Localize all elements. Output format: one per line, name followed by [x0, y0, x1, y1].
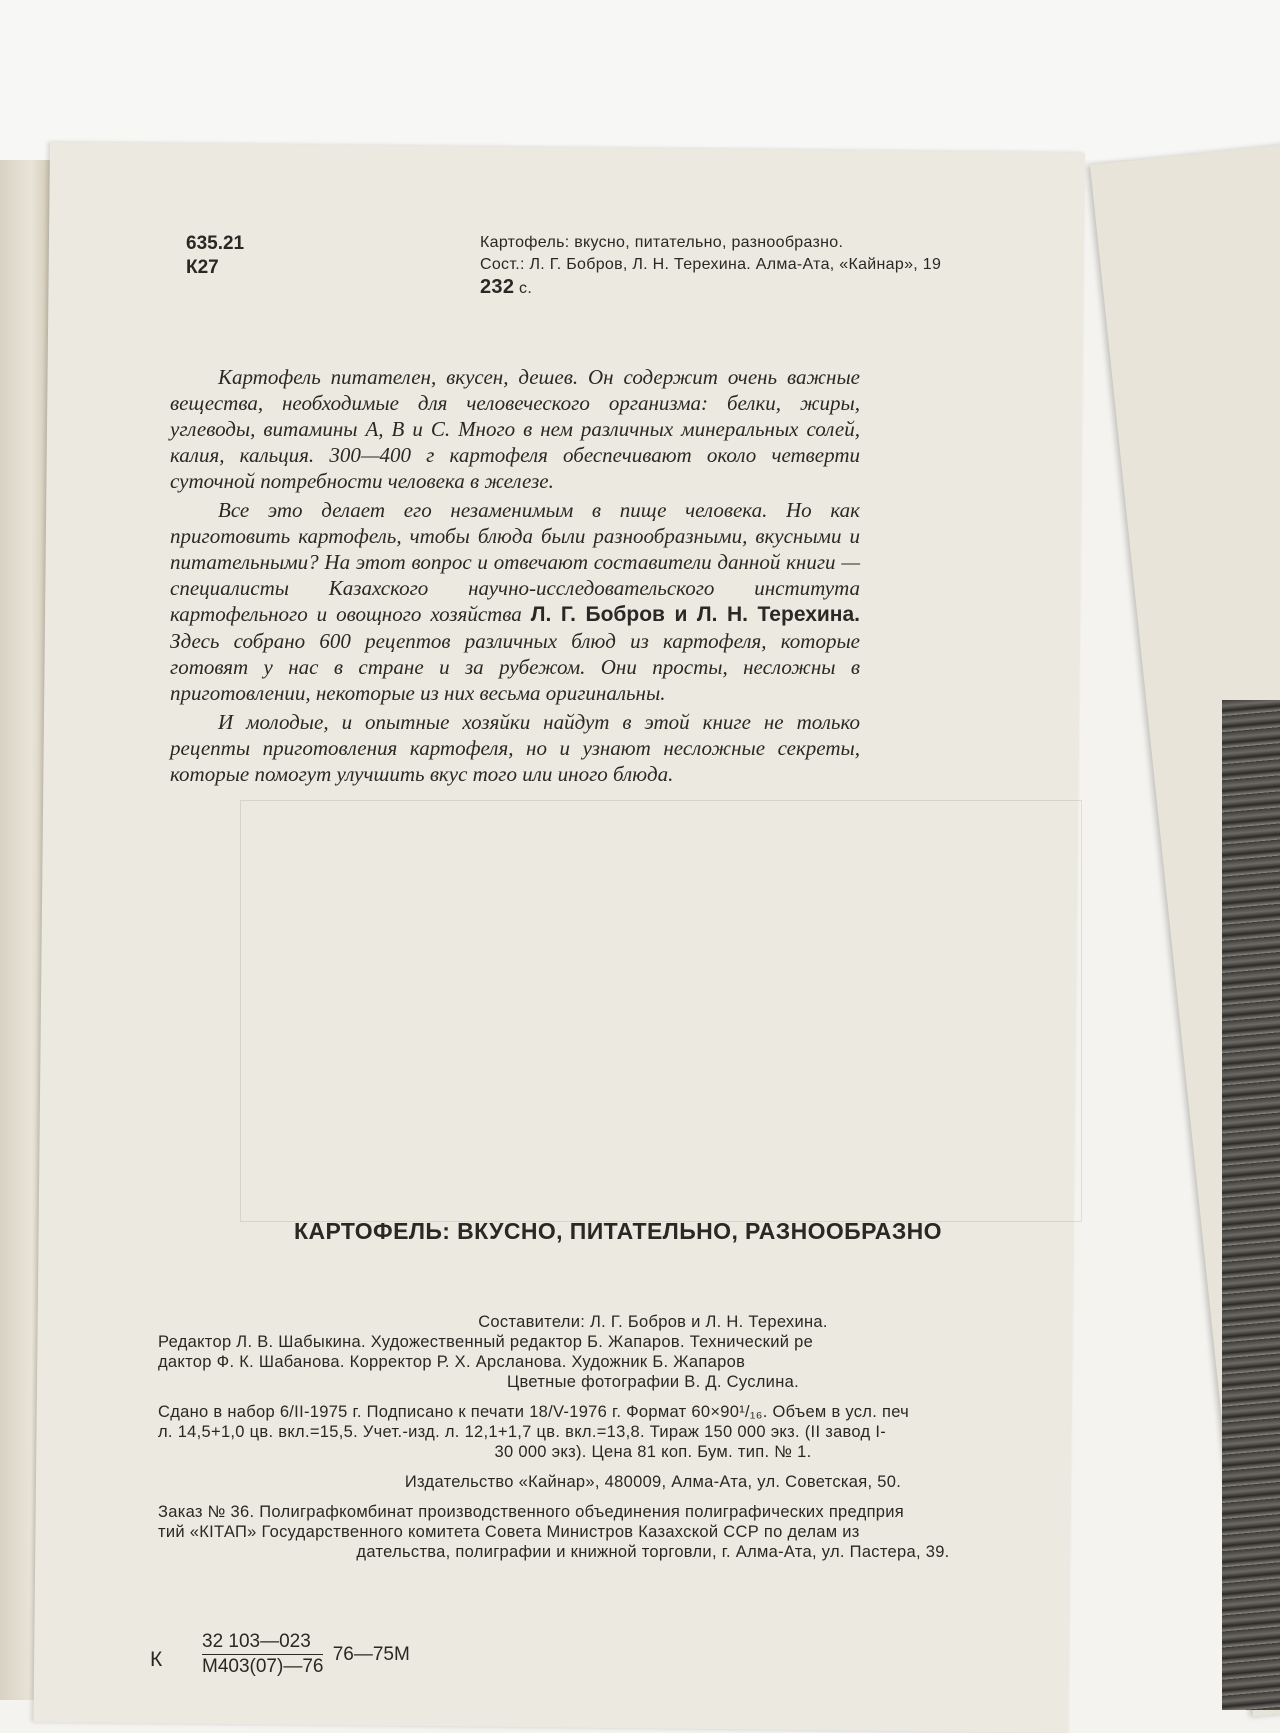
table-background [0, 0, 1280, 160]
udk-number: 635.21 [186, 233, 245, 254]
abstract-p2-start: Все это делает его незаменимым в пище человека. Но как приготовить картофель, чтобы блюда были разнообразными, вкусными и питательными? На этот вопрос и отвечают составители данной книги — специалисты Казахского научно-исследовательского института картофельного и овощного хозяйства [170, 498, 860, 626]
imprint-order-2: тий «КІТАП» Государственного комитета Совета Министров Казахской ССР по делам из [158, 1523, 860, 1541]
imprint-publisher: Издательство «Кайнар», 480009, Алма-Ата, ул. Советская, 50. [404, 1473, 902, 1491]
imprint [158, 1312, 1148, 1562]
abstract-p2-end: Здесь собрано 600 рецептов различных блюд из картофеля, которые готовят у нас в стране и за рубежом. Они просты, несложны в приготовлении, некоторые из них весьма оригинальны. [170, 629, 860, 705]
bib-pages-line [480, 276, 941, 300]
imprint-print-3: 30 000 экз). Цена 81 коп. Бум. тип. № 1. [494, 1443, 812, 1461]
facing-page-photo [1222, 700, 1280, 1710]
bib-authors-line: Сост.: Л. Г. Бобров, Л. Н. Терехина. Алма-Ата, «Кайнар», 19 [480, 256, 942, 273]
imprint-spacer [158, 1492, 1148, 1502]
price-code-numerator: 32 103—023 [202, 1630, 323, 1655]
imprint-spacer [158, 1462, 1148, 1472]
imprint-editors-1: Редактор Л. В. Шабыкина. Художественный редактор Б. Жапаров. Технический ре [158, 1333, 814, 1351]
price-code-fraction [202, 1630, 323, 1679]
bibliographic-record [480, 232, 941, 300]
imprint-order-3: дательства, полиграфии и книжной торговли, г. Алма-Ата, ул. Пастера, 39. [356, 1543, 950, 1561]
abstract [170, 364, 860, 790]
price-code-denominator: М403(07)—76 [202, 1656, 324, 1677]
imprint-print-1: Сдано в набор 6/II-1975 г. Подписано к печати 18/V-1976 г. Формат 60×90¹/₁₆. Объем в усл. печ [158, 1403, 910, 1421]
bib-pages-number: 232 [480, 276, 515, 298]
price-code-letter: К [150, 1648, 163, 1671]
bib-title-line: Картофель: вкусно, питательно, разнообразно. [480, 234, 844, 251]
author-mark: К27 [186, 257, 219, 278]
abstract-paragraph-1: Картофель питателен, вкусен, дешев. Он содержит очень важные вещества, необходимые для человеческого организма: белки, жиры, углеводы, витамины А, В и С. Много в нем различных минеральных солей, калия, кальция. 300—400 г картофеля обеспечивают около четверти суточной потребности человека в железе. [170, 365, 860, 493]
bib-pages-unit: с. [519, 280, 533, 297]
abstract-paragraph-2 [170, 497, 860, 706]
catalog-index [186, 232, 244, 280]
price-code [202, 1630, 410, 1679]
imprint-compilers: Составители: Л. Г. Бобров и Л. Н. Терехина. [478, 1313, 828, 1331]
show-through-frame [240, 800, 1082, 1222]
imprint-editors-2: дактор Ф. К. Шабанова. Корректор Р. Х. Арсланова. Художник Б. Жапаров [158, 1353, 746, 1371]
imprint-editors-3: Цветные фотографии В. Д. Суслина. [507, 1373, 799, 1391]
imprint-print-2: л. 14,5+1,0 цв. вкл.=15,5. Учет.-изд. л. 12,1+1,7 цв. вкл.=13,8. Тираж 150 000 экз. (II завод I- [158, 1423, 887, 1441]
abstract-authors: Л. Г. Бобров и Л. Н. Терехина. [530, 603, 861, 626]
book-title: КАРТОФЕЛЬ: ВКУСНО, ПИТАТЕЛЬНО, РАЗНООБРАЗНО [294, 1218, 942, 1244]
price-code-suffix: 76—75М [332, 1643, 410, 1665]
imprint-spacer [158, 1392, 1148, 1402]
abstract-paragraph-3: И молодые, и опытные хозяйки найдут в этой книге не только рецепты приготовления картофеля, но и узнают несложные секреты, которые помогут улучшить вкус того или иного блюда. [170, 710, 860, 786]
imprint-order-1: Заказ № 36. Полиграфкомбинат производственного объединения полиграфических предприя [158, 1503, 905, 1521]
